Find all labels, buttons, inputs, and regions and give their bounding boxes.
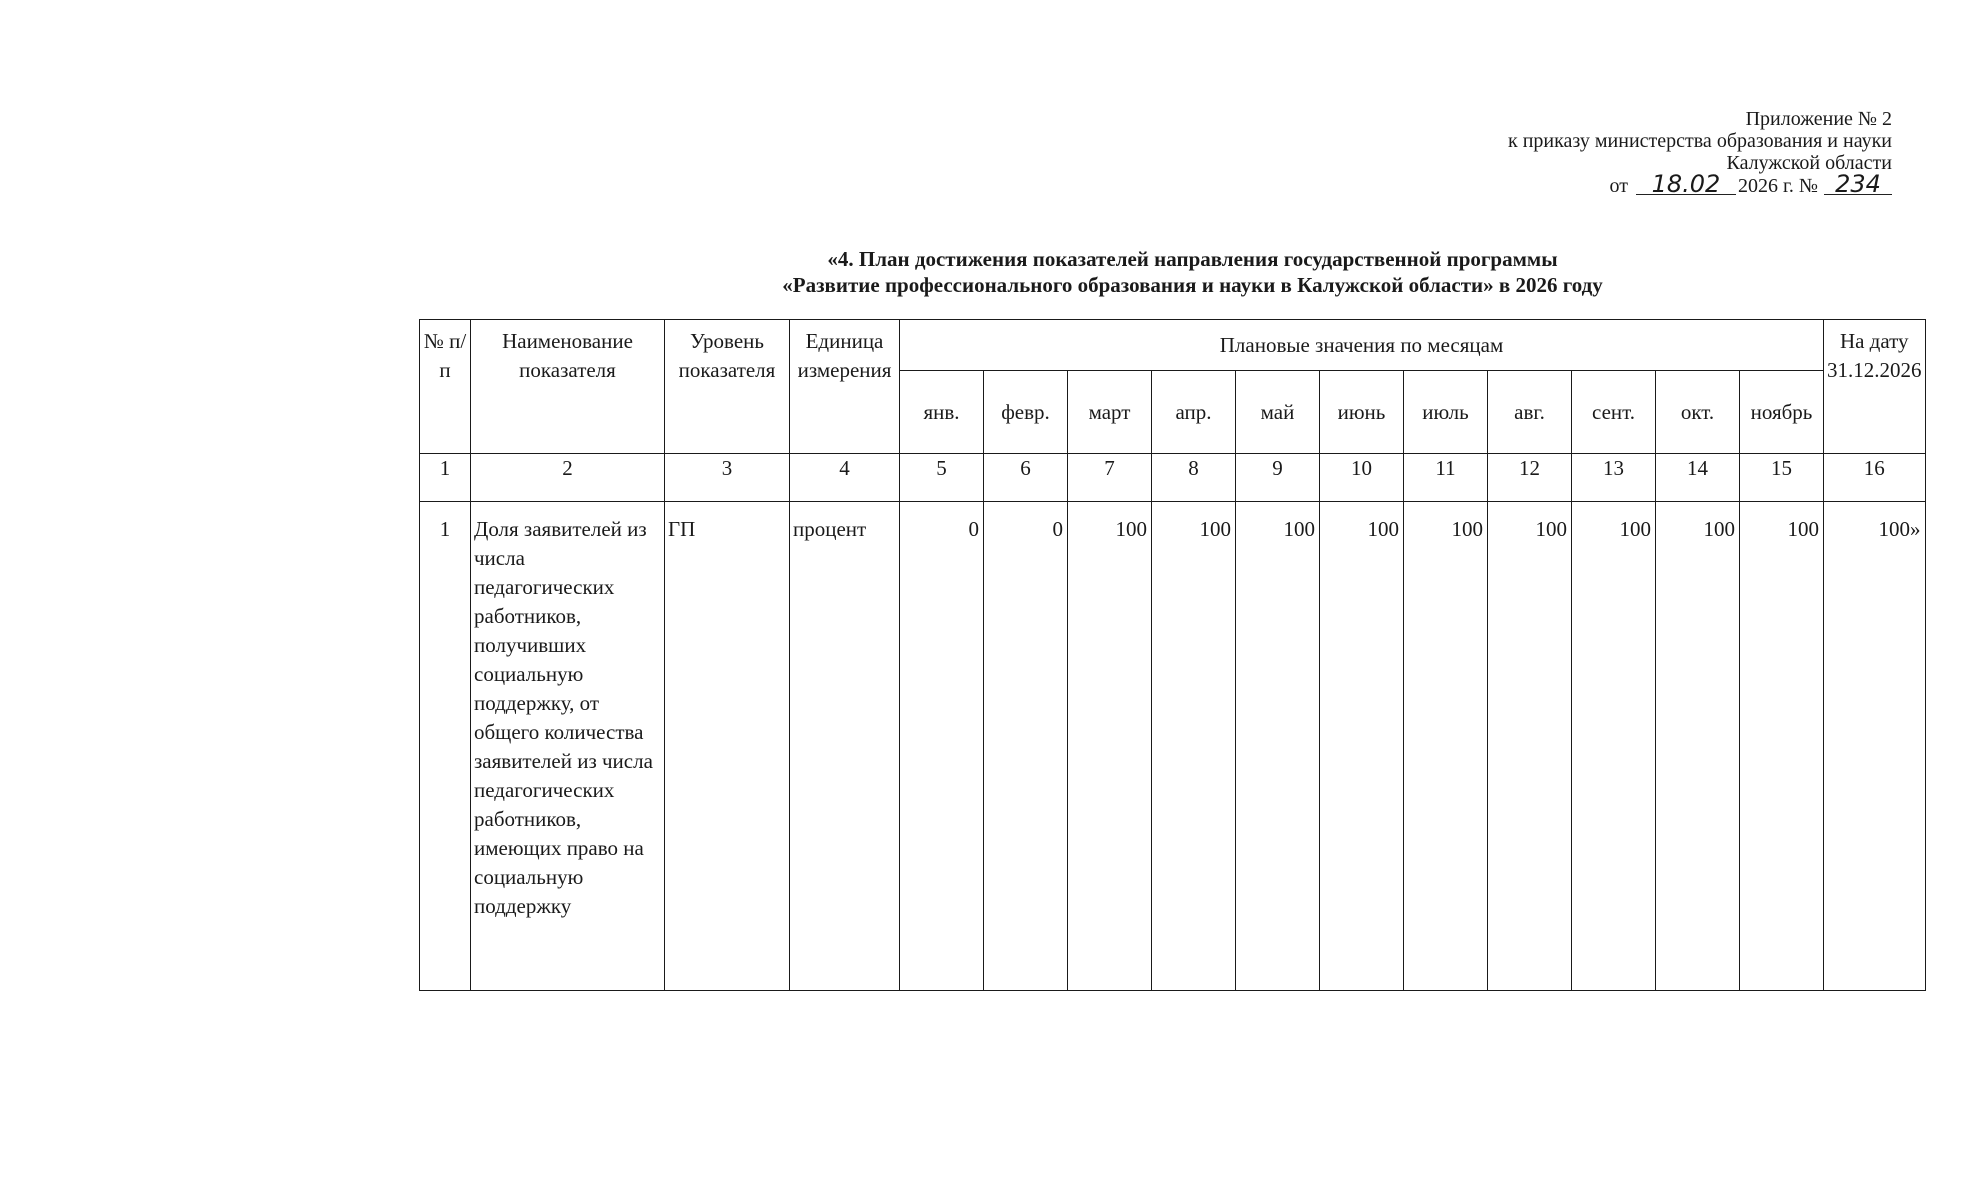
month-jan: янв. [900,371,984,454]
column-number: 15 [1740,454,1824,502]
value-nov: 100 [1740,502,1824,991]
year-text: 2026 г. № [1737,175,1818,197]
row-number: 1 [420,502,471,991]
value-feb: 0 [984,502,1068,991]
column-number: 5 [900,454,984,502]
indicator-name: Доля заявителей из числа педагогических работников, получивших социальную поддержку, от общего количества заявителей из числа педагогических работников, имеющих право на социальную поддержку [471,502,665,991]
column-number: 8 [1152,454,1236,502]
header-indicator-name: Наименование показателя [471,320,665,454]
month-feb: февр. [984,371,1068,454]
month-jul: июль [1404,371,1488,454]
order-date-line [1332,170,1892,198]
date-prefix: от [1609,175,1628,197]
column-number: 3 [665,454,790,502]
indicator-level: ГП [665,502,790,991]
column-number: 13 [1572,454,1656,502]
region-name: Калужской области [1726,152,1892,174]
column-number: 12 [1488,454,1572,502]
header-num: № п/п [420,320,471,454]
column-number: 9 [1236,454,1320,502]
handwritten-date: 18.02 [1636,174,1736,195]
column-number: 11 [1404,454,1488,502]
value-may: 100 [1236,502,1320,991]
header-unit: Единица измерения [790,320,900,454]
month-jun: июнь [1320,371,1404,454]
month-may: май [1236,371,1320,454]
value-oct: 100 [1656,502,1740,991]
column-number: 1 [420,454,471,502]
value-jan: 0 [900,502,984,991]
appendix-number: Приложение № 2 [1745,108,1892,130]
value-jul: 100 [1404,502,1488,991]
column-number: 6 [984,454,1068,502]
column-number: 10 [1320,454,1404,502]
indicator-unit: процент [790,502,900,991]
title-line-1: «4. План достижения показателей направления государственной программы [827,247,1558,271]
column-number-row [420,454,1926,502]
appendix-header [1332,108,1892,197]
header-level: Уровень показателя [665,320,790,454]
header-monthly-plan: Плановые значения по месяцам [900,320,1824,371]
value-jun: 100 [1320,502,1404,991]
handwritten-order-number: 234 [1824,174,1892,195]
value-mar: 100 [1068,502,1152,991]
column-number: 14 [1656,454,1740,502]
title-line-2: «Развитие профессионального образования и науки в Калужской области» в 2026 году [782,273,1603,297]
column-number: 4 [790,454,900,502]
column-number: 16 [1824,454,1926,502]
value-final: 100» [1824,502,1926,991]
document-title [420,246,1965,298]
value-apr: 100 [1152,502,1236,991]
value-sep: 100 [1572,502,1656,991]
plan-table [419,319,1926,991]
column-number: 2 [471,454,665,502]
header-row-1 [420,320,1926,371]
month-nov: ноябрь [1740,371,1824,454]
order-reference: к приказу министерства образования и науки [1507,130,1892,152]
month-aug: авг. [1488,371,1572,454]
value-aug: 100 [1488,502,1572,991]
table-row [420,502,1926,991]
month-oct: окт. [1656,371,1740,454]
column-number: 7 [1068,454,1152,502]
header-final-date: На дату 31.12.2026 [1824,320,1926,454]
month-mar: март [1068,371,1152,454]
month-apr: апр. [1152,371,1236,454]
month-sep: сент. [1572,371,1656,454]
